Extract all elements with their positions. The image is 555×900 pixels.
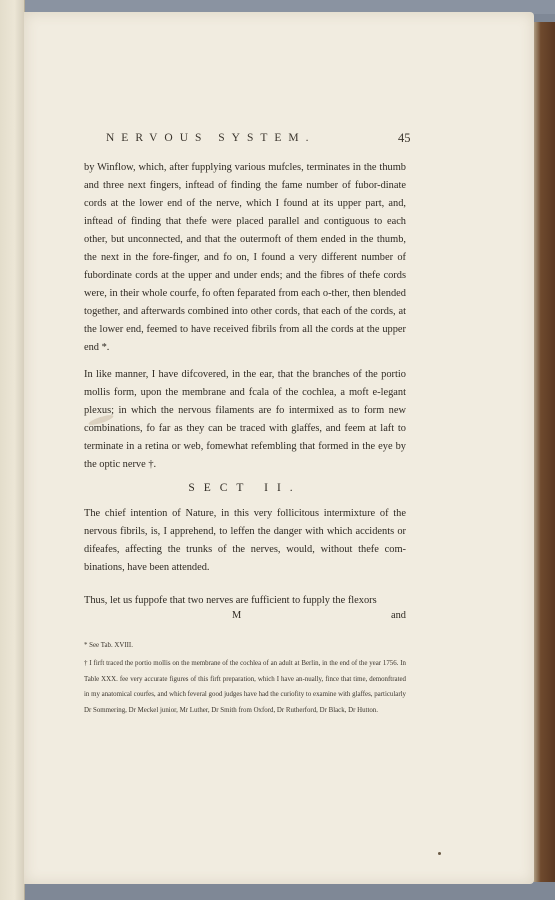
running-head: NERVOUS SYSTEM. [106, 132, 316, 144]
body-paragraph: Thus, let us fuppofe that two nerves are fufficient to fupply the flexors [84, 595, 377, 606]
body-paragraph: In like manner, I have difcovered, in the ear, that the branches of the portio mollis form, upon the membrane and fcala of the cochlea, a moft e-legant plexus; in which the nervous filaments are fo intermixed as to form new combinations, fo far as they can be traced with glaffes, and feem at laft to terminate in a retina or web, fomewhat refembling that formed in the eye by the optic nerve †. [84, 369, 406, 471]
section-heading: SECT II. [188, 482, 302, 494]
left-page-edge [0, 0, 25, 900]
book-binding-edge [533, 22, 555, 882]
footnote: † I firft traced the portio mollis on the membrane of the cochlea of an adult at Berlin, in the end of the year 1756. In Table XXX. fee very accurate figures of this firft preparation, which I have an-nually, fince that time, demonftrated in my anatomical courfes, and which feveral good judges have had the curiofity to examine with glaffes, particularly Dr Sommering, Dr Meckel junior, Mr Luther, Dr Smith from Oxford, Dr Rutherford, Dr Black, Dr Hutton. [84, 660, 406, 715]
page-number: 45 [398, 131, 411, 145]
body-paragraph: by Winflow, which, after fupplying various mufcles, terminates in the thumb and three next fingers, inftead of finding the fame number of fubor-dinate cords at the lower end of the nerve, which I found at its upper part, and, inftead of finding that thefe were placed parallel and contiguous to each other, but unconnected, and that the outermoft of them ended in the thumb, the next in the fore-finger, and fo on, I found a very different number of fubordinate cords at the upper and under ends; and the fibres of thefe cords were, in their whole courfe, fo often feparated from each o-ther, then blended together, and afterwards combined into other cords, that each of the cords, at the lower end, feemed to have received fibrils from all the cords at the upper end *. [84, 162, 406, 354]
catchword: and [390, 610, 406, 621]
signature-mark: M [232, 610, 242, 621]
body-paragraph: The chief intention of Nature, in this very follicitous intermixture of the nervous fibrils, is, I apprehend, to leffen the danger with which accidents or difeafes, affecting the trunks of the nerves, would, without thefe com-binations, have been attended. [84, 508, 406, 574]
paper-speck [438, 852, 441, 855]
footnote: * See Tab. XVIII. [84, 642, 133, 649]
